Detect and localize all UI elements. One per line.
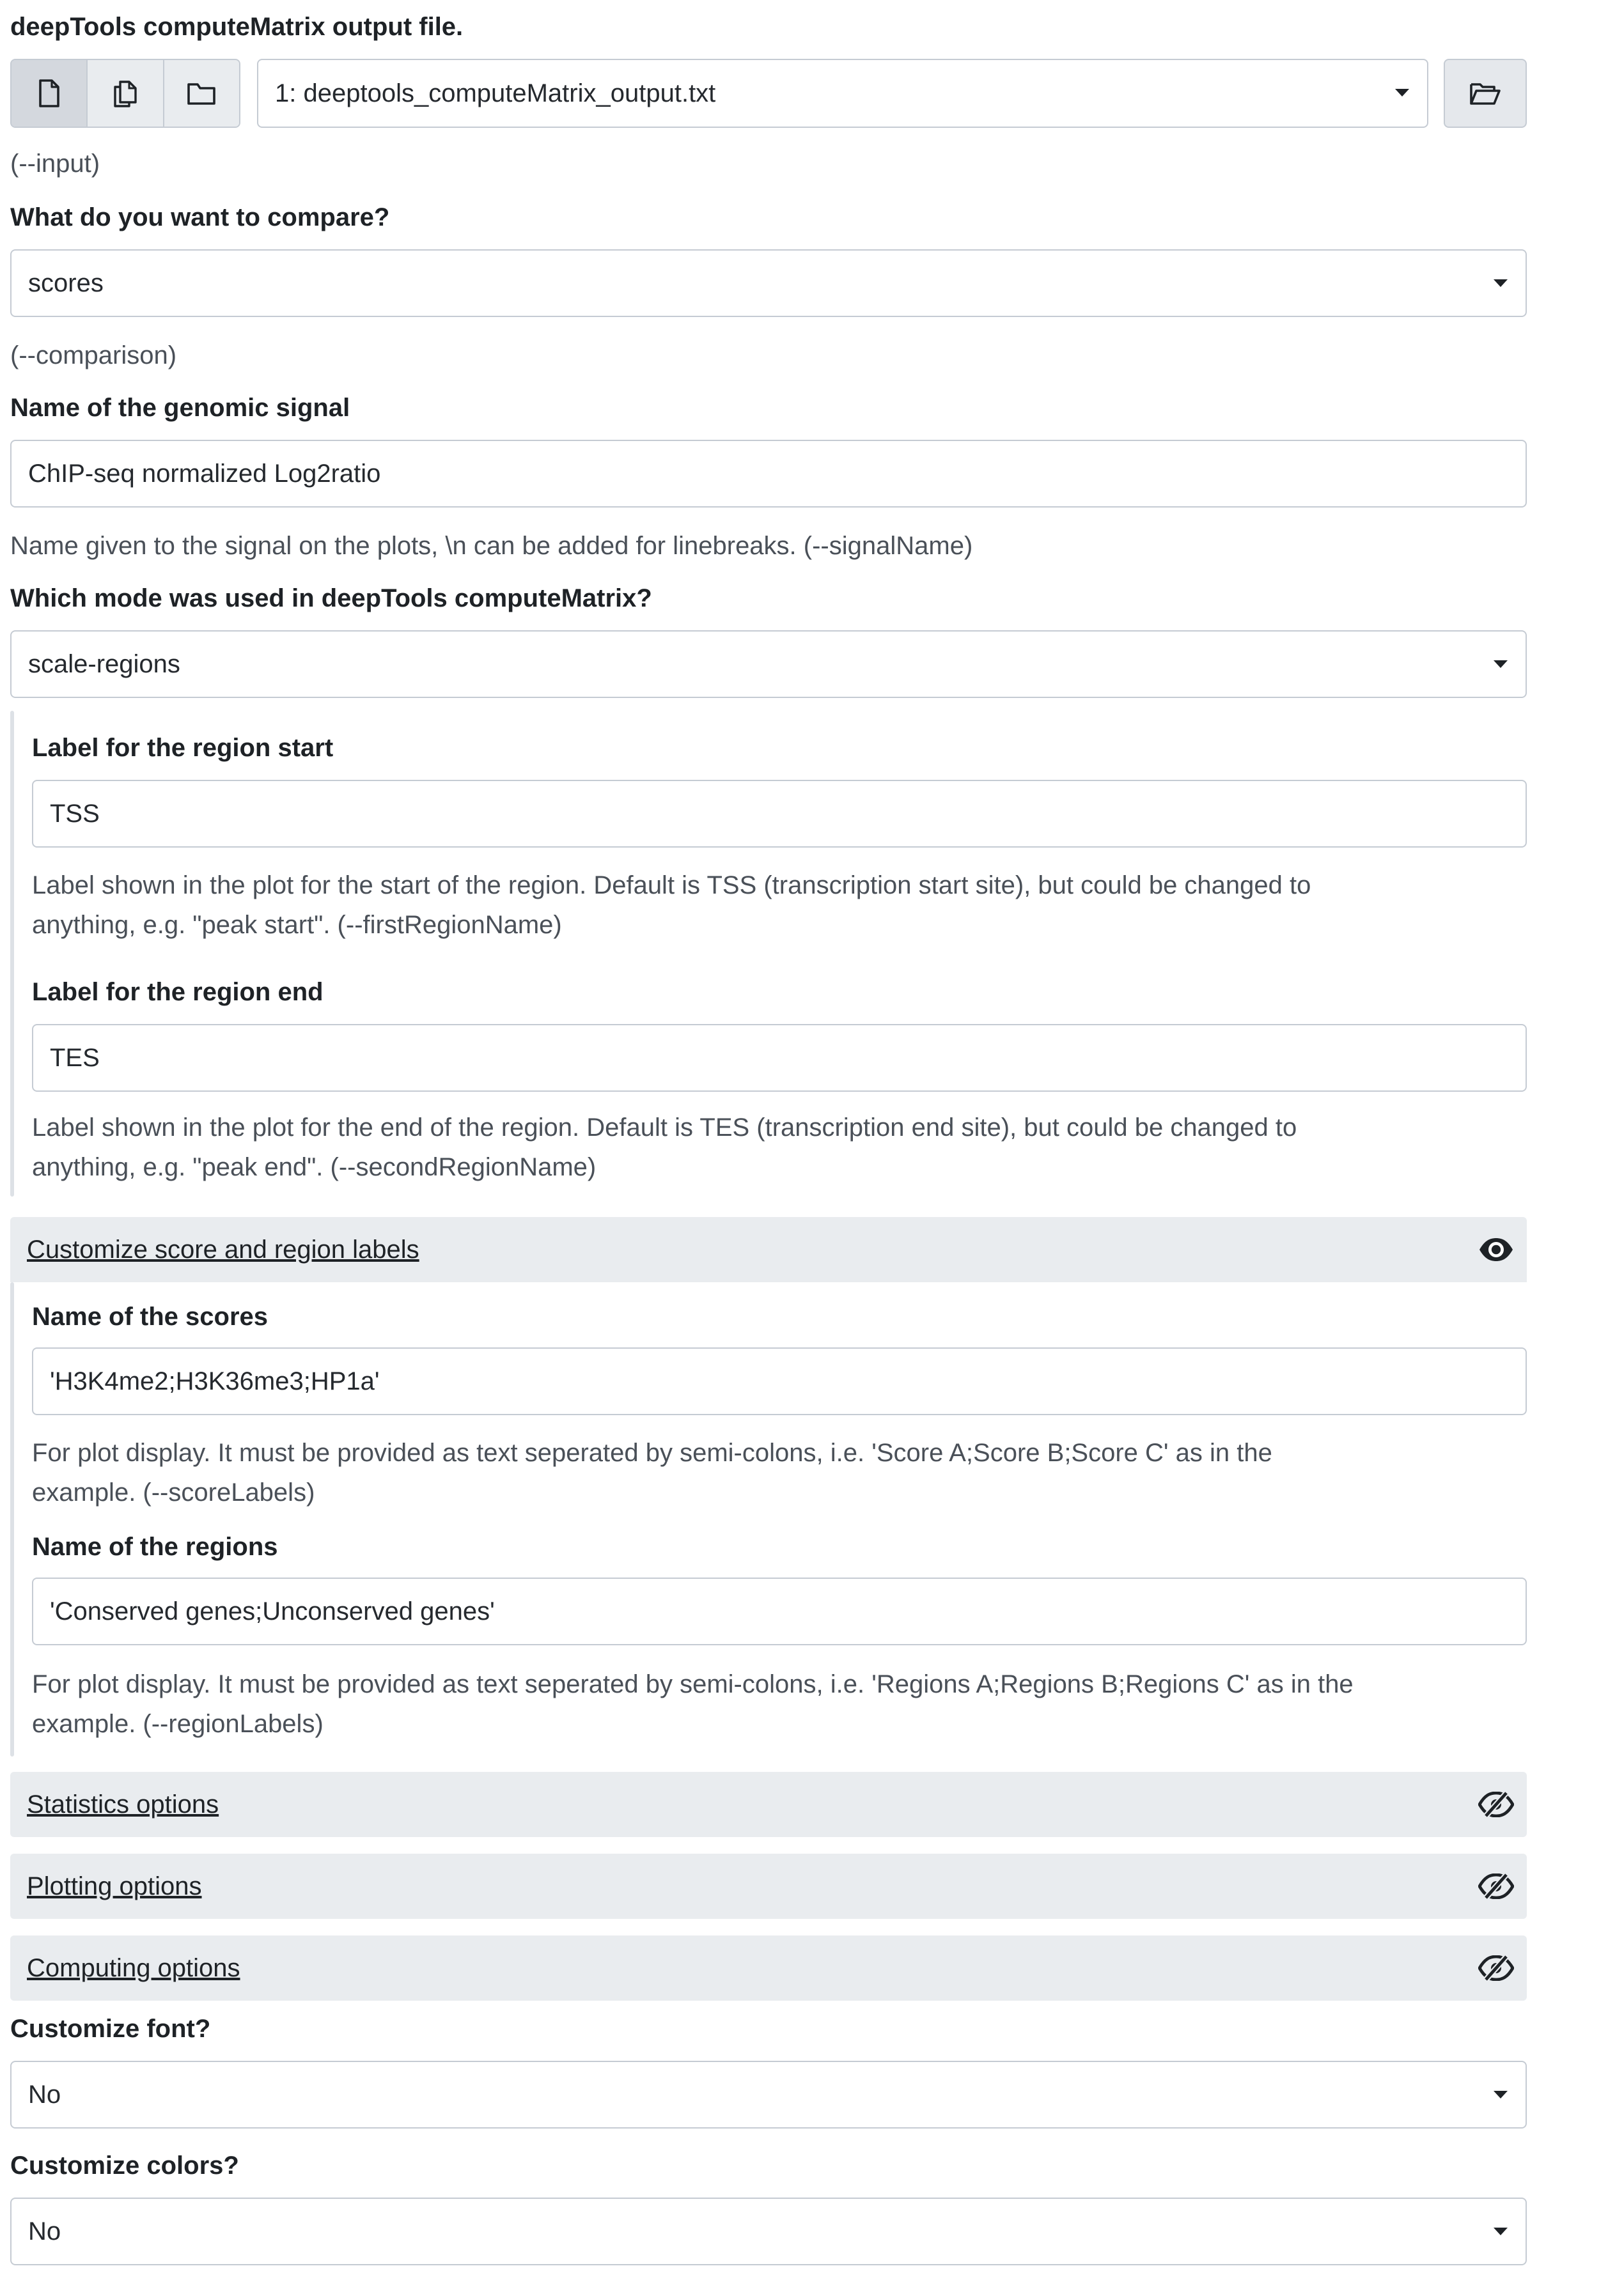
score-names-value: 'H3K4me2;H3K36me3;HP1a' xyxy=(50,1367,380,1395)
region-start-label: Label for the region start xyxy=(32,734,334,762)
input-help: (--input) xyxy=(10,150,100,178)
computing-section-header[interactable] xyxy=(10,1935,1527,2001)
eye-slash-icon[interactable] xyxy=(1478,1873,1514,1899)
multiple-files-icon xyxy=(110,78,141,109)
region-names-label: Name of the regions xyxy=(32,1533,278,1561)
open-folder-icon xyxy=(1469,79,1502,107)
comparison-value: scores xyxy=(28,269,104,297)
score-names-help-line-1: For plot display. It must be provided as text seperated by semi-colons, i.e. 'Score A;Score B;Score C' as in the xyxy=(32,1439,1272,1467)
browse-datasets-button[interactable] xyxy=(1444,59,1527,128)
chevron-down-icon xyxy=(1494,2091,1508,2098)
input-source-toggle xyxy=(10,59,240,128)
region-names-help-line-2: example. (--regionLabels) xyxy=(32,1710,324,1738)
comparison-select[interactable] xyxy=(10,249,1527,317)
statistics-section-title[interactable]: Statistics options xyxy=(27,1790,219,1819)
score-names-label: Name of the scores xyxy=(32,1303,269,1331)
signal-name-help: Name given to the signal on the plots, \n can be added for linebreaks. (--signalName) xyxy=(10,532,973,560)
region-names-value: 'Conserved genes;Unconserved genes' xyxy=(50,1597,495,1625)
labels-section-rule xyxy=(10,1282,14,1757)
region-end-input[interactable] xyxy=(32,1024,1527,1092)
signal-name-value: ChIP-seq normalized Log2ratio xyxy=(28,460,381,488)
single-dataset-button[interactable] xyxy=(12,60,88,127)
mode-select[interactable] xyxy=(10,630,1527,698)
region-start-help-line-2: anything, e.g. "peak start". (--firstRegionName) xyxy=(32,911,562,939)
input-dataset-value: 1: deeptools_computeMatrix_output.txt xyxy=(275,79,716,107)
signal-name-input[interactable] xyxy=(10,440,1527,508)
font-value: No xyxy=(28,2081,61,2109)
labels-section-header[interactable] xyxy=(10,1217,1527,1282)
multiple-datasets-button[interactable] xyxy=(88,60,164,127)
region-end-help-line-2: anything, e.g. "peak end". (--secondRegionName) xyxy=(32,1153,597,1181)
input-dataset-select[interactable] xyxy=(257,59,1428,128)
region-start-input[interactable] xyxy=(32,780,1527,848)
score-names-input[interactable] xyxy=(32,1347,1527,1415)
chevron-down-icon xyxy=(1494,279,1508,287)
colors-value: No xyxy=(28,2217,61,2246)
plotting-section-header[interactable] xyxy=(10,1854,1527,1919)
mode-value: scale-regions xyxy=(28,650,180,678)
region-end-value: TES xyxy=(50,1044,100,1072)
single-file-icon xyxy=(35,78,63,109)
region-start-value: TSS xyxy=(50,800,100,828)
conditional-block-rule xyxy=(10,711,14,1197)
statistics-section-header[interactable] xyxy=(10,1772,1527,1837)
region-end-help-line-1: Label shown in the plot for the end of the region. Default is TES (transcription end site), but could be changed to xyxy=(32,1113,1297,1142)
computing-section-title[interactable]: Computing options xyxy=(27,1954,240,1982)
signal-name-label: Name of the genomic signal xyxy=(10,394,350,422)
labels-section-title[interactable]: Customize score and region labels xyxy=(27,1236,419,1264)
font-label: Customize font? xyxy=(10,2015,211,2043)
chevron-down-icon xyxy=(1494,2228,1508,2235)
eye-slash-icon[interactable] xyxy=(1478,1955,1514,1981)
comparison-help: (--comparison) xyxy=(10,341,177,369)
comparison-label: What do you want to compare? xyxy=(10,203,390,231)
region-names-help-line-1: For plot display. It must be provided as text seperated by semi-colons, i.e. 'Regions A;Regions B;Regions C' as in the xyxy=(32,1670,1354,1698)
region-names-input[interactable] xyxy=(32,1578,1527,1645)
eye-icon[interactable] xyxy=(1478,1237,1514,1262)
colors-label: Customize colors? xyxy=(10,2152,239,2180)
mode-label: Which mode was used in deepTools computeMatrix? xyxy=(10,584,652,612)
collection-button[interactable] xyxy=(164,60,239,127)
colors-select[interactable] xyxy=(10,2198,1527,2265)
input-label: deepTools computeMatrix output file. xyxy=(10,13,464,41)
font-select[interactable] xyxy=(10,2061,1527,2129)
plotting-section-title[interactable]: Plotting options xyxy=(27,1872,202,1900)
eye-slash-icon[interactable] xyxy=(1478,1792,1514,1817)
score-names-help-line-2: example. (--scoreLabels) xyxy=(32,1478,315,1507)
chevron-down-icon xyxy=(1494,660,1508,668)
region-end-label: Label for the region end xyxy=(32,978,324,1006)
collection-folder-icon xyxy=(186,79,217,107)
chevron-down-icon xyxy=(1395,89,1409,97)
region-start-help-line-1: Label shown in the plot for the start of the region. Default is TSS (transcription start site), but could be changed to xyxy=(32,871,1311,899)
